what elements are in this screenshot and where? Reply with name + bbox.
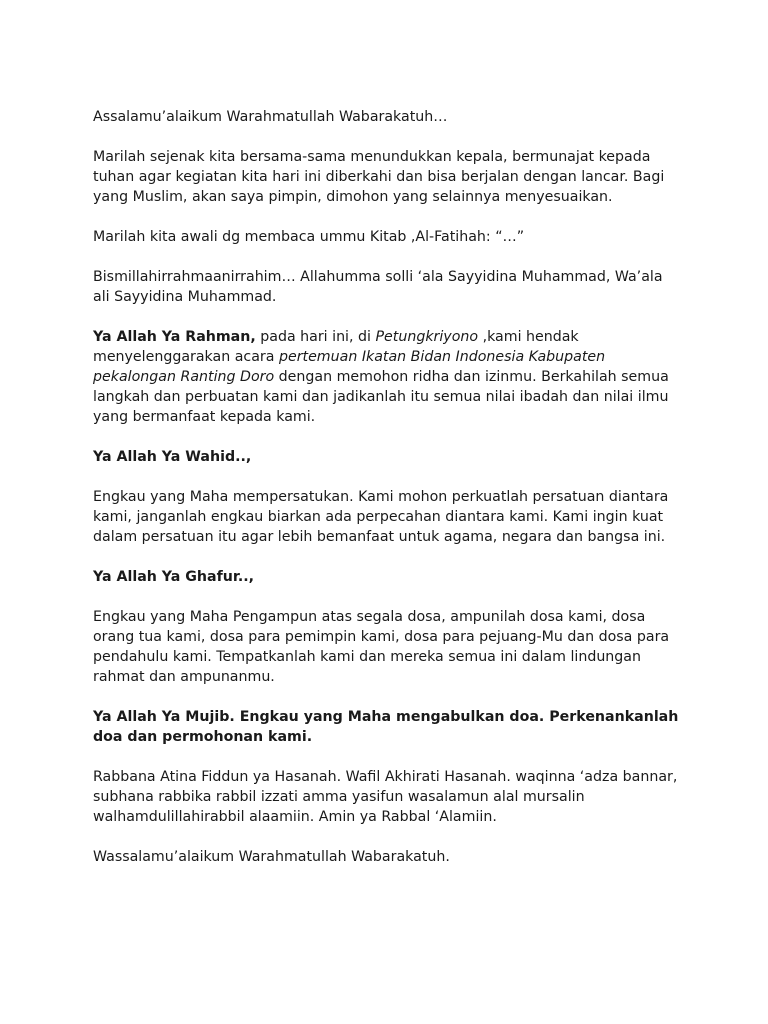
rahman-place: Petungkriyono — [375, 329, 479, 345]
fatihah-paragraph: Marilah kita awali dg membaca ummu Kitab ,Al-Fatihah: “…” — [93, 229, 525, 245]
rahman-title: Ya Allah Ya Rahman, — [93, 329, 256, 345]
closing-prayer-paragraph: Rabbana Atina Fiddun ya Hasanah. Wafil Akhirati Hasanah. waqinna ‘adza bannar, subhana rabbika rabbil izzati amma yasifun wasalamun alal mursalin walhamdulillahirabbil alaamiin. Amin ya Rabbal ‘Alamiin. — [93, 769, 678, 825]
wahid-title: Ya Allah Ya Wahid.., — [93, 449, 252, 465]
rahman-text-3: dengan memohon ridha dan izinmu. Berkahilah semua langkah dan perbuatan kami dan jadikanlah itu semua nilai ibadah dan nilai ilmu yang bermanfaat kepada kami. — [93, 369, 669, 425]
rahman-paragraph — [93, 327, 683, 427]
document-page — [93, 107, 683, 887]
wahid-paragraph: Engkau yang Maha mempersatukan. Kami mohon perkuatlah persatuan diantara kami, janganlah engkau biarkan ada perpecahan diantara kami. Kami ingin kuat dalam persatuan itu agar lebih bemanfaat untuk agama, negara dan bangsa ini. — [93, 489, 669, 545]
mujib-paragraph: Ya Allah Ya Mujib. Engkau yang Maha mengabulkan doa. Perkenankanlah doa dan permohonan kami. — [93, 709, 679, 745]
rahman-text-1: pada hari ini, di — [255, 329, 376, 345]
ghafur-title: Ya Allah Ya Ghafur.., — [93, 569, 255, 585]
greeting: Assalamu’alaikum Warahmatullah Wabarakatuh… — [93, 109, 448, 125]
bismillah-paragraph: Bismillahirrahmaanirrahim… Allahumma solli ‘ala Sayyidina Muhammad, Wa’ala ali Sayyidina Muhammad. — [93, 269, 663, 305]
farewell: Wassalamu’alaikum Warahmatullah Wabarakatuh. — [93, 849, 450, 865]
intro-paragraph: Marilah sejenak kita bersama-sama menundukkan kepala, bermunajat kepada tuhan agar kegiatan kita hari ini diberkahi dan bisa berjalan dengan lancar. Bagi yang Muslim, akan saya pimpin, dimohon yang selainnya menyesuaikan. — [93, 149, 665, 205]
rahman-text-2: ,kami hendak menyelenggarakan acara — [93, 329, 579, 365]
ghafur-paragraph: Engkau yang Maha Pengampun atas segala dosa, ampunilah dosa kami, dosa orang tua kami, dosa para pemimpin kami, dosa para pejuang-Mu dan dosa para pendahulu kami. Tempatkanlah kami dan mereka semua ini dalam lindungan rahmat dan ampunanmu. — [93, 609, 670, 685]
rahman-event: pertemuan Ikatan Bidan Indonesia Kabupaten pekalongan Ranting Doro — [93, 349, 606, 385]
